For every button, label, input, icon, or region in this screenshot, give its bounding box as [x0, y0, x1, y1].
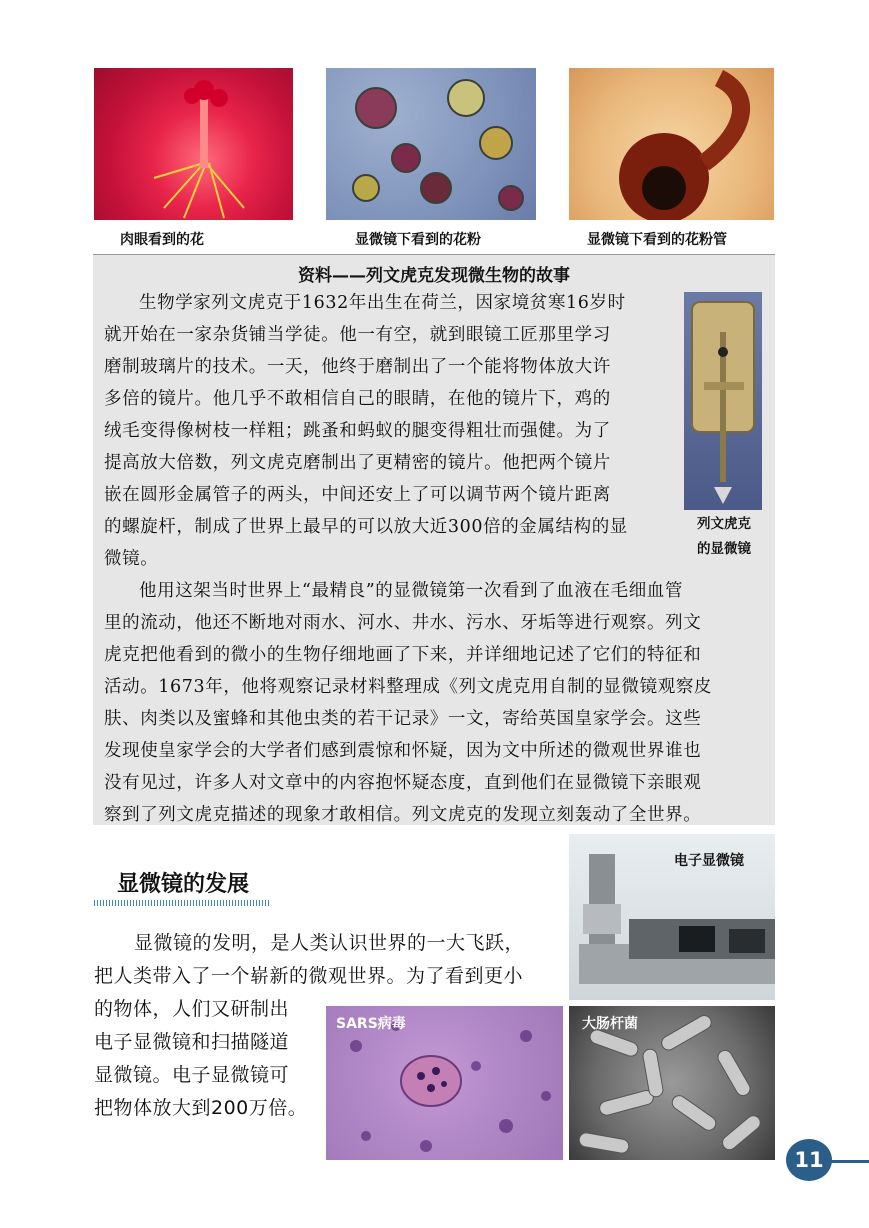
para2-line: 里的流动，他还不断地对雨水、河水、井水、污水、牙垢等进行观察。列文: [104, 613, 702, 633]
caption-flower: 肉眼看到的花: [120, 232, 204, 248]
para1-line: 嵌在圆形金属管子的两头，中间还安上了可以调节两个镜片距离: [104, 485, 611, 505]
section-line: 显微镜。电子显微镜可: [94, 1064, 290, 1086]
para1-line: 提高放大倍数，列文虎克磨制出了更精密的镜片。他把两个镜片: [104, 453, 611, 473]
para1-line: 就开始在一家杂货铺当学徒。他一有空，就到眼镜工匠那里学习: [104, 325, 611, 345]
electron-microscope-photo: [569, 834, 775, 1000]
microscope-caption-line: 列文虎克: [697, 516, 751, 532]
section-title-underline: [94, 900, 270, 906]
label-sars: SARS病毒: [336, 1016, 406, 1032]
para2-line: 没有见过，许多人对文章中的内容抱怀疑态度，直到他们在显微镜下亲眼观: [104, 773, 702, 793]
label-electron-microscope: 电子显微镜: [674, 853, 744, 869]
para1-line: 多倍的镜片。他几乎不敢相信自己的眼睛，在他的镜片下，鸡的: [104, 389, 611, 409]
page-number: 11: [786, 1139, 832, 1181]
flower-stamen-illustration: [94, 68, 293, 220]
para2-line: 发现使皇家学会的大学者们感到震惊和怀疑，因为文中所述的微观世界谁也: [104, 741, 702, 761]
section-line: 把人类带入了一个崭新的微观世界。为了看到更小: [94, 965, 524, 987]
para1-line: 的螺旋杆，制成了世界上最早的可以放大近300倍的金属结构的显: [104, 517, 628, 537]
label-ecoli: 大肠杆菌: [582, 1016, 638, 1032]
flower-photo: [94, 68, 293, 220]
para2-line: 肤、肉类以及蜜蜂和其他虫类的若干记录》一文，寄给英国皇家学会。这些: [104, 709, 702, 729]
para1-line: 磨制玻璃片的技术。一天，他终于磨制出了一个能将物体放大许: [104, 357, 611, 377]
para2-line: 他用这架当时世界上“最精良”的显微镜第一次看到了血液在毛细血管: [139, 581, 683, 601]
para2-line: 活动。1673年，他将观察记录材料整理成《列文虎克用自制的显微镜观察皮: [104, 677, 713, 697]
para1-line: 绒毛变得像树枝一样粗；跳蚤和蚂蚁的腿变得粗壮而强健。为了: [104, 421, 611, 441]
pollen-photo: [326, 68, 536, 220]
pollen-tube-photo: [569, 68, 774, 220]
para2-line: 虎克把他看到的微小的生物仔细地画了下来，并详细地记述了它们的特征和: [104, 645, 702, 665]
para2-line: 察到了列文虎克描述的现象才敢相信。列文虎克的发现立刻轰动了全世界。: [104, 805, 702, 825]
box-title: 资料——列文虎克发现微生物的故事: [298, 266, 570, 286]
section-line: 把物体放大到200万倍。: [94, 1097, 308, 1119]
section-line: 电子显微镜和扫描隧道: [94, 1031, 290, 1053]
para1-line: 生物学家列文虎克于1632年出生在荷兰，因家境贫寒16岁时: [139, 293, 626, 313]
microscope-caption-line: 的显微镜: [697, 541, 751, 557]
section-line: 显微镜的发明，是人类认识世界的一大飞跃，: [134, 932, 525, 954]
para1-line: 微镜。: [104, 549, 159, 569]
microscope-caption: [684, 512, 764, 562]
leeuwenhoek-microscope-photo: [684, 292, 762, 510]
caption-pollen: 显微镜下看到的花粉: [355, 232, 481, 248]
box-paragraph-2: [104, 575, 772, 831]
section-title: 显微镜的发展: [117, 872, 250, 897]
box-paragraph-1: [104, 287, 674, 575]
section-line: 的物体，人们又研制出: [94, 998, 290, 1020]
caption-pollen-tube: 显微镜下看到的花粉管: [587, 232, 727, 248]
